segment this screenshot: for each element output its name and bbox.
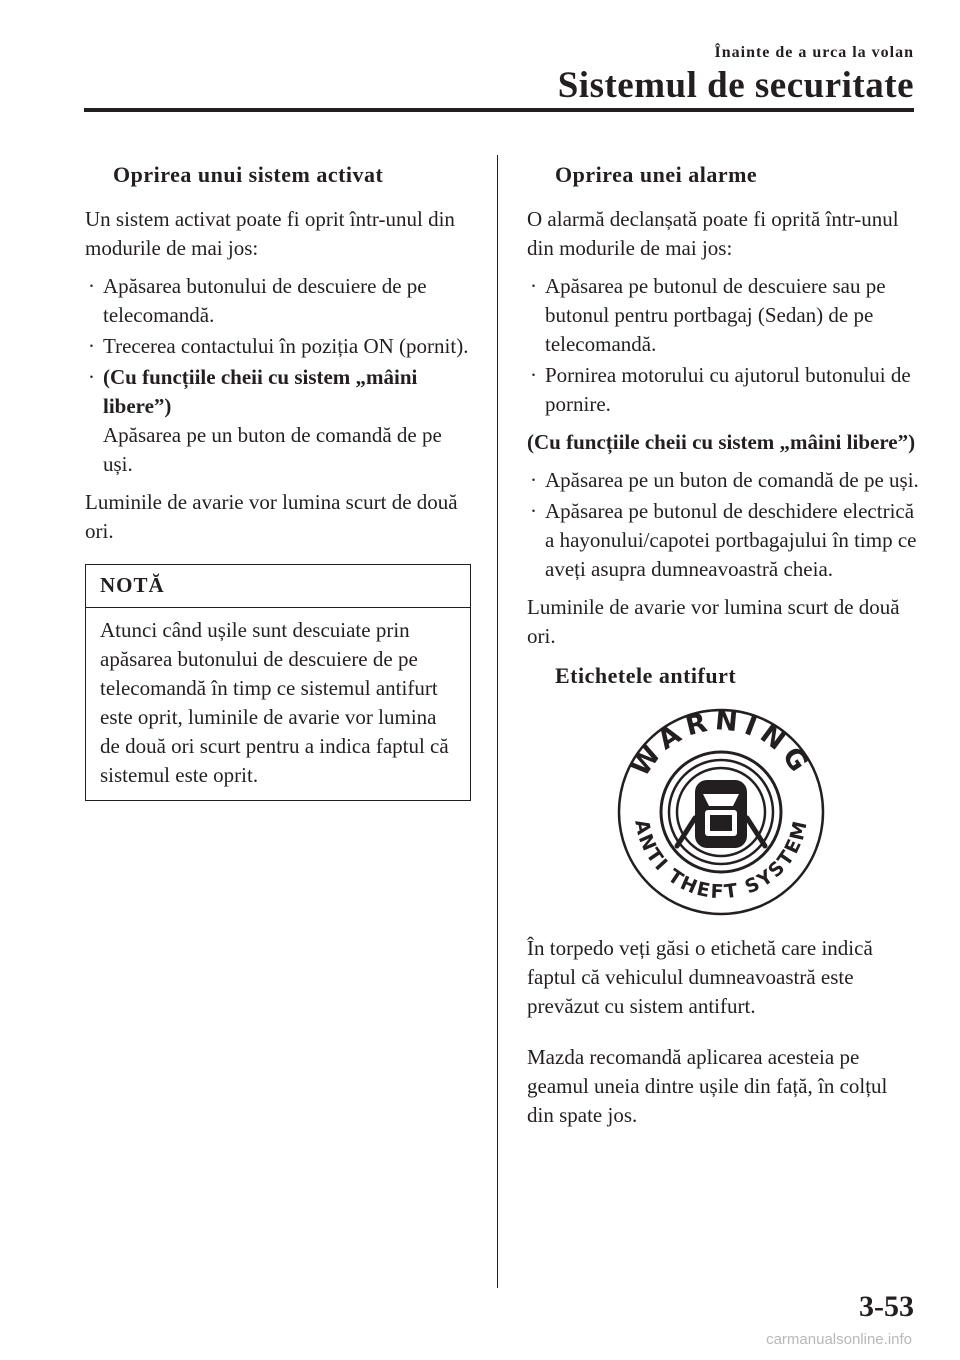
mazda-recommendation-text: Mazda recomandă aplicarea acesteia pe geamul uneia dintre ușile din față, în colțul din spate jos. <box>527 1045 888 1127</box>
bullet-icon: · <box>530 468 537 492</box>
list-item-text: Apăsarea pe un buton de comandă de pe uși. <box>103 423 442 476</box>
bullet-icon: · <box>530 274 537 298</box>
keyless-heading: (Cu funcțiile cheii cu sistem „mâini libere”) <box>527 430 916 454</box>
left-hazard-text: Luminile de avarie vor lumina scurt de două ori. <box>85 490 458 543</box>
list-item <box>527 272 919 359</box>
list-item <box>527 497 919 584</box>
list-item-text: Apăsarea pe un buton de comandă de pe uși. <box>545 468 919 492</box>
bullet-icon: · <box>88 334 95 358</box>
left-heading: Oprirea unui sistem activat <box>113 162 384 187</box>
note-body: Atunci când ușile sunt descuiate prin apăsarea butonului de descuiere de pe telecomandă în timp ce sistemul antifurt este oprit, luminile de avarie vor lumina de două ori scurt pentru a indica faptul că sistemul este oprit. <box>100 618 449 787</box>
list-item-text: Apăsarea butonului de descuiere de pe telecomandă. <box>103 274 427 327</box>
left-intro: Un sistem activat poate fi oprit într-unul din modurile de mai jos: <box>85 207 455 260</box>
list-item-text: Pornirea motorului cu ajutorul butonului de pornire. <box>545 363 911 416</box>
list-item-text: Apăsarea pe butonul de deschidere electrică a hayonului/capotei portbagajului în timp ce aveți asupra dumneavoastră cheia. <box>545 499 917 581</box>
keyless-list <box>527 466 919 584</box>
list-item <box>527 466 919 495</box>
right-column <box>527 150 919 1139</box>
note-box <box>85 564 471 801</box>
keyless-heading: (Cu funcțiile cheii cu sistem „mâini libere”) <box>103 365 418 418</box>
label-location-text: În torpedo veți găsi o etichetă care indică faptul că vehiculul dumneavoastră este prevăzut cu sistem antifurt. <box>527 936 873 1018</box>
list-item <box>527 361 919 419</box>
badge-warning-text: WARNING <box>624 706 818 783</box>
list-item-text: Trecerea contactului în poziția ON (pornit). <box>103 334 469 358</box>
bullet-icon: · <box>530 363 537 387</box>
column-divider <box>497 155 498 1288</box>
page-number: 3-53 <box>859 1290 914 1323</box>
section-name: Înainte de a urca la volan <box>714 44 914 61</box>
bullet-icon: · <box>88 274 95 298</box>
note-title: NOTĂ <box>86 565 470 608</box>
left-column <box>85 150 471 801</box>
header-rule <box>84 108 914 112</box>
right-heading: Oprirea unei alarme <box>555 162 758 187</box>
labels-heading: Etichetele antifurt <box>555 663 737 688</box>
badge-system-text: ANTI THEFT SYSTEM <box>630 817 813 904</box>
left-list <box>85 272 471 479</box>
right-list <box>527 272 919 419</box>
list-item-text: Apăsarea pe butonul de descuiere sau pe butonul pentru portbagaj (Sedan) de pe telecomandă. <box>545 274 886 356</box>
anti-theft-warning-label <box>615 706 827 918</box>
page-title: Sistemul de securitate <box>557 65 914 106</box>
list-item <box>85 272 471 330</box>
bullet-icon: · <box>530 499 537 523</box>
watermark: carmanualsonline.info <box>766 1331 912 1348</box>
right-hazard-text: Luminile de avarie vor lumina scurt de două ori. <box>527 595 900 648</box>
list-item <box>85 332 471 361</box>
right-intro: O alarmă declanșată poate fi oprită într-unul din modurile de mai jos: <box>527 207 899 260</box>
bullet-icon: · <box>88 365 95 389</box>
list-item <box>85 363 471 479</box>
